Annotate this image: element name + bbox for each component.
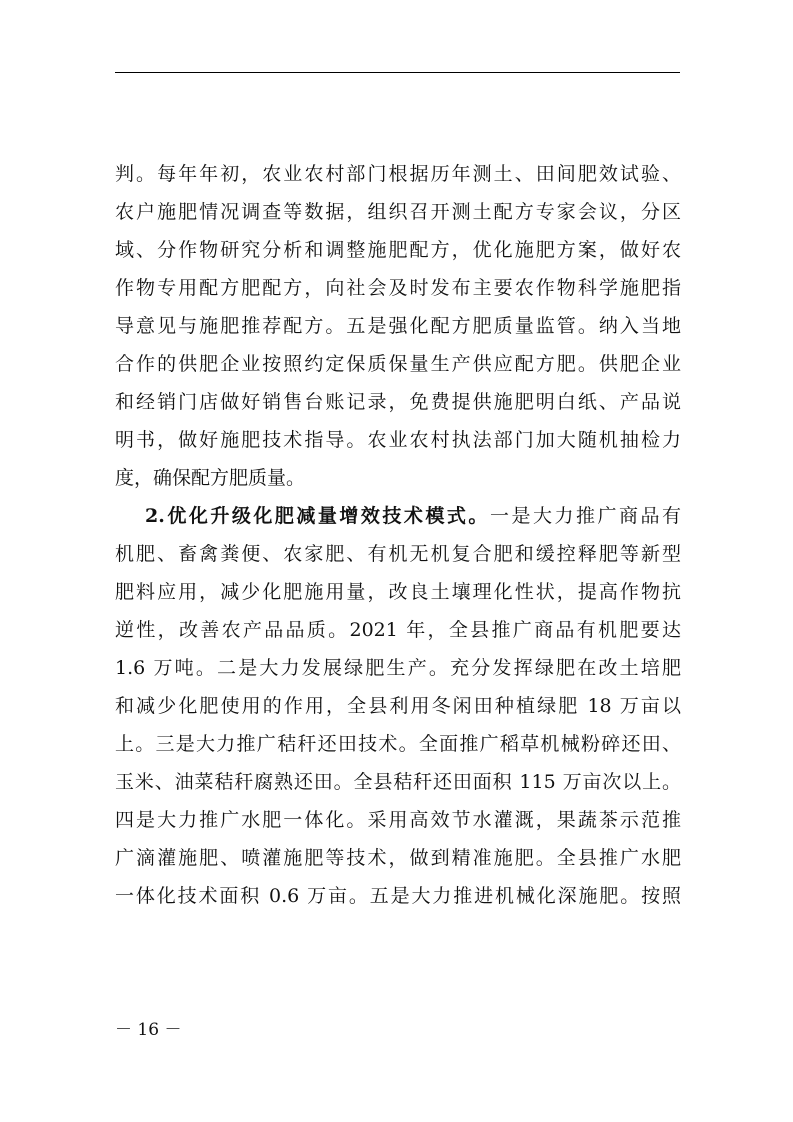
paragraph-first-line: [115, 497, 681, 535]
document-body: [115, 155, 681, 915]
text-line: 上。三是大力推广秸秆还田技术。全面推广稻草机械粉碎还田、: [115, 733, 681, 755]
text-line: 玉米、油菜秸秆腐熟还田。全县秸秆还田面积 115 万亩次以上。: [115, 771, 681, 793]
text-line: 农户施肥情况调查等数据，组织召开测土配方专家会议，分区: [115, 201, 681, 223]
text-line: 和减少化肥使用的作用，全县利用冬闲田种植绿肥 18 万亩以: [115, 695, 681, 717]
header-rule: [115, 72, 680, 73]
text-run: 一是大力推广商品有: [489, 505, 681, 527]
text-line: 判。每年年初，农业农村部门根据历年测土、田间肥效试验、: [115, 163, 681, 185]
text-line: 域、分作物研究分析和调整施肥配方，优化施肥方案，做好农: [115, 239, 681, 261]
text-line: 作物专用配方肥配方，向社会及时发布主要农作物科学施肥指: [115, 277, 681, 299]
text-line: 逆性，改善农产品品质。2021 年，全县推广商品有机肥要达: [115, 619, 681, 641]
text-line: 肥料应用，减少化肥施用量，改良土壤理化性状，提高作物抗: [115, 581, 681, 603]
page-number: － 16 －: [115, 1020, 182, 1040]
text-line: 广滴灌施肥、喷灌施肥等技术，做到精准施肥。全县推广水肥: [115, 847, 681, 869]
section-heading: 2.优化升级化肥减量增效技术模式。: [145, 505, 490, 527]
text-line: 度，确保配方肥质量。: [115, 467, 306, 489]
text-line: 明书，做好施肥技术指导。农业农村执法部门加大随机抽检力: [115, 429, 681, 451]
text-line: 四是大力推广水肥一体化。采用高效节水灌溉，果蔬茶示范推: [115, 809, 681, 831]
text-line: 和经销门店做好销售台账记录，免费提供施肥明白纸、产品说: [115, 391, 681, 413]
text-line: 导意见与施肥推荐配方。五是强化配方肥质量监管。纳入当地: [115, 315, 681, 337]
text-line: 一体化技术面积 0.6 万亩。五是大力推进机械化深施肥。按照: [115, 885, 681, 907]
text-line: 合作的供肥企业按照约定保质保量生产供应配方肥。供肥企业: [115, 353, 681, 375]
text-line: 1.6 万吨。二是大力发展绿肥生产。充分发挥绿肥在改土培肥: [115, 657, 681, 679]
text-line: 机肥、畜禽粪便、农家肥、有机无机复合肥和缓控释肥等新型: [115, 543, 681, 565]
